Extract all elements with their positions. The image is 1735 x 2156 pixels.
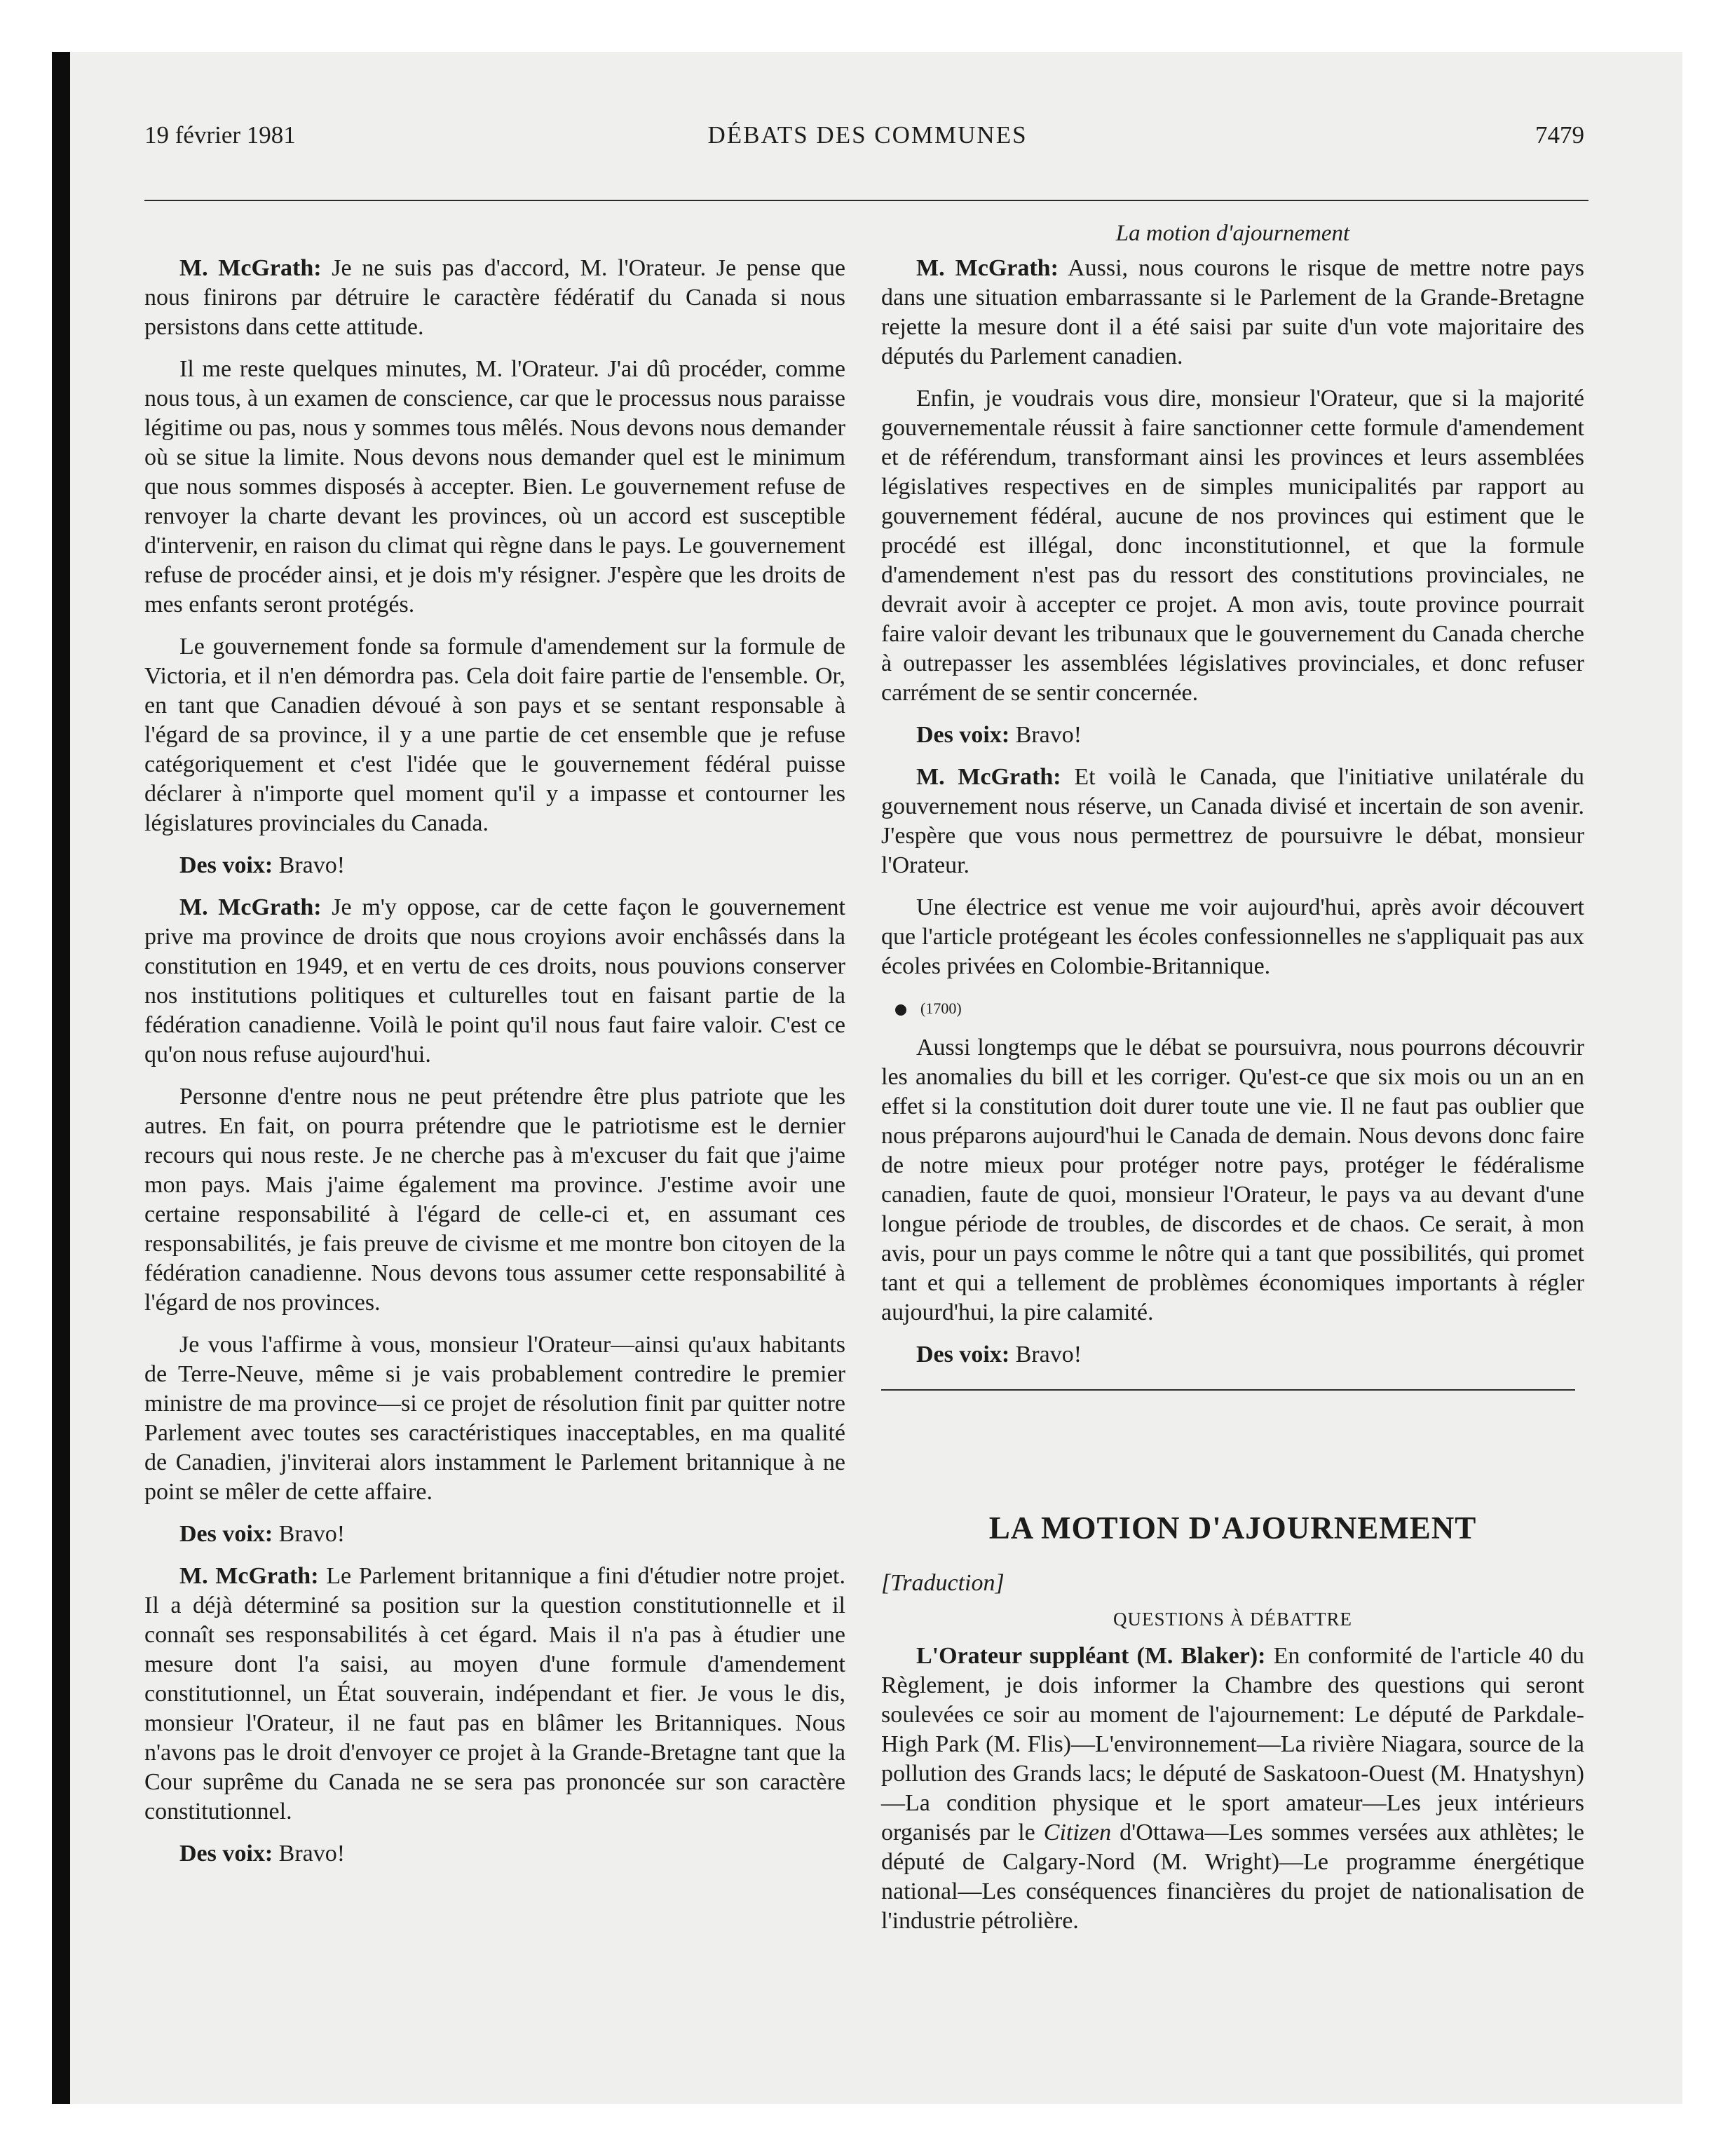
paragraph-text: Il me reste quelques minutes, M. l'Orateur. J'ai dû procéder, comme nous tous, à un examen de conscience, car que le processus nous paraisse légitime ou pas, nous y sommes tous mêlés. Nous devons nous demander où se situe la limite. Nous devons nous demander quel est le minimum que nous sommes disposés à accepter. Bien. Le gouvernement refuse de renvoyer la charte devant les provinces, où un accord est susceptible d'intervenir, en raison du climat qui règne dans le pays. Le gouvernement refuse de procéder ainsi, et je dois m'y résigner. J'espère que les droits de mes enfants seront protégés. xyxy=(144,356,845,618)
section-subheading: QUESTIONS À DÉBATTRE xyxy=(1113,1609,1352,1630)
paragraph-text: Bravo! xyxy=(1009,722,1082,748)
paragraph-text: Enfin, je voudrais vous dire, monsieur l'Orateur, que si la majorité gouvernementale réussit à faire sanctionner cette formule d'amendement et de référendum, transformant ainsi les provinces et leurs assemblées législatives respectives en de simples municipalités par rapport au gouvernement fédéral, aucune de nos provinces qui estiment que le procédé est illégal, donc inconstitutionnel, et que la formule d'amendement n'est pas du ressort des constitutions provinciales, ne devrait avoir à accepter ce projet. A mon avis, toute province pourrait faire valoir devant les tribunaux que le gouvernement du Canada cherche à outrepasser les assemblées législatives provinciales, et donc refuser carrément de se sentir concernée. xyxy=(881,386,1584,706)
paragraph-text: Bravo! xyxy=(273,1521,346,1547)
paragraph-text: Je ne suis pas d'accord, M. l'Orateur. Je pense que nous finirons par détruire le caractère fédératif du Canada si nous persistons dans cette attitude. xyxy=(144,255,845,340)
speaker-name: Des voix: xyxy=(179,1521,273,1547)
paragraph-text: Personne d'entre nous ne peut prétendre être plus patriote que les autres. En fait, on pourra prétendre que le patriotisme est le dernier recours qui nous reste. Je ne cherche pas à m'excuser du fait que j'aime mon pays. Mais j'aime également ma province. J'estime avoir une certaine responsabilité à l'égard de celle-ci et, en assumant ces responsabilités, je fais preuve de civisme et me montre bon citoyen de la fédération canadienne. Nous devons tous assumer cette responsabilité à l'égard de nos provinces. xyxy=(144,1084,845,1316)
paragraph xyxy=(144,355,845,620)
paragraph xyxy=(881,893,1584,981)
left-column xyxy=(144,254,845,1881)
newspaper-name: Citizen xyxy=(1043,1820,1112,1845)
paragraph xyxy=(881,254,1584,371)
paragraph-text: d'Ottawa—Les sommes versées aux athlètes; le député de Calgary-Nord (M. Wright)—Le programme énergétique national—Les conséquences financières du projet de nationalisation de l'industrie pétrolière. xyxy=(881,1820,1584,1934)
paragraph-text: Bravo! xyxy=(273,1841,346,1867)
time-marker xyxy=(895,994,1584,1023)
paragraph-text: Le gouvernement fonde sa formule d'amendement sur la formule de Victoria, et il n'en démordra pas. Cela doit faire partie de l'ensemble. Or, en tant que Canadien dévoué à son pays et se sentant responsable à l'égard de sa province, il y a une partie de cet ensemble que je refuse catégoriquement et c'est l'idée que le gouvernement fédéral puisse déclarer à n'importe quel moment qu'il y a impasse et contourner les législatures provinciales du Canada. xyxy=(144,634,845,836)
paragraph xyxy=(144,1520,845,1549)
section-title: LA MOTION D'AJOURNEMENT xyxy=(988,1510,1477,1546)
paragraph xyxy=(881,384,1584,708)
speaker-name: M. McGrath: xyxy=(916,255,1059,281)
header-date: 19 février 1981 xyxy=(144,121,296,149)
speaker-name: Des voix: xyxy=(179,852,273,878)
right-column xyxy=(881,219,1584,1949)
paragraph xyxy=(144,851,845,880)
speaker-name: M. McGrath: xyxy=(916,764,1061,790)
speaker-name: M. McGrath: xyxy=(179,894,322,920)
paragraph-text: Bravo! xyxy=(273,852,346,878)
paragraph xyxy=(881,1340,1584,1370)
speaker-name: Des voix: xyxy=(179,1841,273,1867)
speaker-name: M. McGrath: xyxy=(179,1563,319,1589)
paragraph-text: Et voilà le Canada, que l'initiative unilatérale du gouvernement nous réserve, un Canada divisé et incertain de son avenir. J'espère que vous nous permettrez de poursuivre le débat, monsieur l'Orateur. xyxy=(881,764,1584,878)
speaker-name: Des voix: xyxy=(916,722,1010,748)
header-rule xyxy=(144,200,1588,201)
header-page-number: 7479 xyxy=(1535,121,1584,149)
paragraph xyxy=(881,763,1584,880)
speaker-name: M. McGrath: xyxy=(179,255,322,281)
paragraph xyxy=(144,1562,845,1827)
speaker-name: Des voix: xyxy=(916,1342,1010,1367)
header-title: DÉBATS DES COMMUNES xyxy=(707,121,1028,149)
paragraph-text: Je m'y oppose, car de cette façon le gouvernement prive ma province de droits que nous croyions avoir enchâssés dans la constitution en 1949, et en vertu de ces droits, nous pouvions conserver nos institutions politiques et culturelles tout en faisant partie de la fédération canadienne. Voilà le point qu'il nous faut faire valoir. C'est ce qu'on nous refuse aujourd'hui. xyxy=(144,894,845,1067)
paragraph-text: Bravo! xyxy=(1009,1342,1082,1367)
running-head: La motion d'ajournement xyxy=(1115,221,1350,246)
paragraph xyxy=(144,1330,845,1507)
paragraph xyxy=(881,1033,1584,1328)
time-marker-text: (1700) xyxy=(920,999,962,1017)
paragraph xyxy=(881,721,1584,750)
section-divider xyxy=(881,1389,1575,1391)
paragraph-text: Une électrice est venue me voir aujourd'hui, après avoir découvert que l'article protégeant les écoles confessionnelles ne s'appliquait pas aux écoles privées en Colombie-Britannique. xyxy=(881,894,1584,979)
paragraph xyxy=(881,1642,1584,1936)
speaker-name: L'Orateur suppléant (M. Blaker): xyxy=(916,1643,1266,1669)
paragraph-text: Aussi longtemps que le débat se poursuivra, nous pourrons découvrir les anomalies du bill et les corriger. Qu'est-ce que six mois ou un an en effet si la constitution doit durer toute une vie. Il ne faut pas oublier que nous préparons aujourd'hui le Canada de demain. Nous devons donc faire de notre mieux pour protéger notre pays, protéger le fédéralisme canadien, faute de quoi, monsieur l'Orateur, le pays va au devant d'une longue période de troubles, de discordes et de chaos. Ce serait, à mon avis, pour un pays comme le nôtre qui a tant que possibilités, qui promet tant et qui a tellement de problèmes économiques importants à régler aujourd'hui, la pire calamité. xyxy=(881,1035,1584,1325)
translation-note: [Traduction] xyxy=(881,1570,1005,1596)
paragraph-text: Le Parlement britannique a fini d'étudier notre projet. Il a déjà déterminé sa position sur la question constitutionnelle et il connaît ses responsabilités à cet égard. Mais il n'a pas à étudier une mesure dont l'a saisi, au moyen d'une formule d'amendement constitutionnel, un État souverain, indépendant et fier. Je vous le dis, monsieur l'Orateur, il ne faut pas en blâmer les Britanniques. Nous n'avons pas le droit d'envoyer ce projet à la Grande-Bretagne tant que la Cour suprême du Canada ne se sera pas prononcée sur son caractère constitutionnel. xyxy=(144,1563,845,1824)
paragraph xyxy=(144,632,845,838)
paragraph-text: Aussi, nous courons le risque de mettre notre pays dans une situation embarrassante si le Parlement de la Grande-Bretagne rejette la mesure dont il a été saisi par suite d'un vote majoritaire des députés du Parlement canadien. xyxy=(881,255,1584,369)
bullet-icon xyxy=(895,1004,906,1016)
paragraph-text: Je vous l'affirme à vous, monsieur l'Orateur—ainsi qu'aux habitants de Terre-Neuve, même si je vais probablement contredire le premier ministre de ma province—si ce projet de résolution finit par quitter notre Parlement avec toutes ses caractéristiques inacceptables, en ma qualité de Canadien, j'inviterai alors instamment le Parlement britannique à ne point se mêler de cette affaire. xyxy=(144,1332,845,1505)
paragraph-text: En conformité de l'article 40 du Règlement, je dois informer la Chambre des questions qui seront soulevées ce soir au moment de l'ajournement: Le député de Parkdale-High Park (M. Flis)—L'environnement—La rivière Niagara, source de la pollution des Grands lacs; le député de Saskatoon-Ouest (M. Hnatyshyn)—La condition physique et le sport amateur—Les jeux intérieurs organisés par le xyxy=(881,1643,1584,1845)
paragraph xyxy=(144,254,845,342)
paragraph xyxy=(144,893,845,1070)
paragraph xyxy=(144,1839,845,1869)
paragraph xyxy=(144,1082,845,1318)
